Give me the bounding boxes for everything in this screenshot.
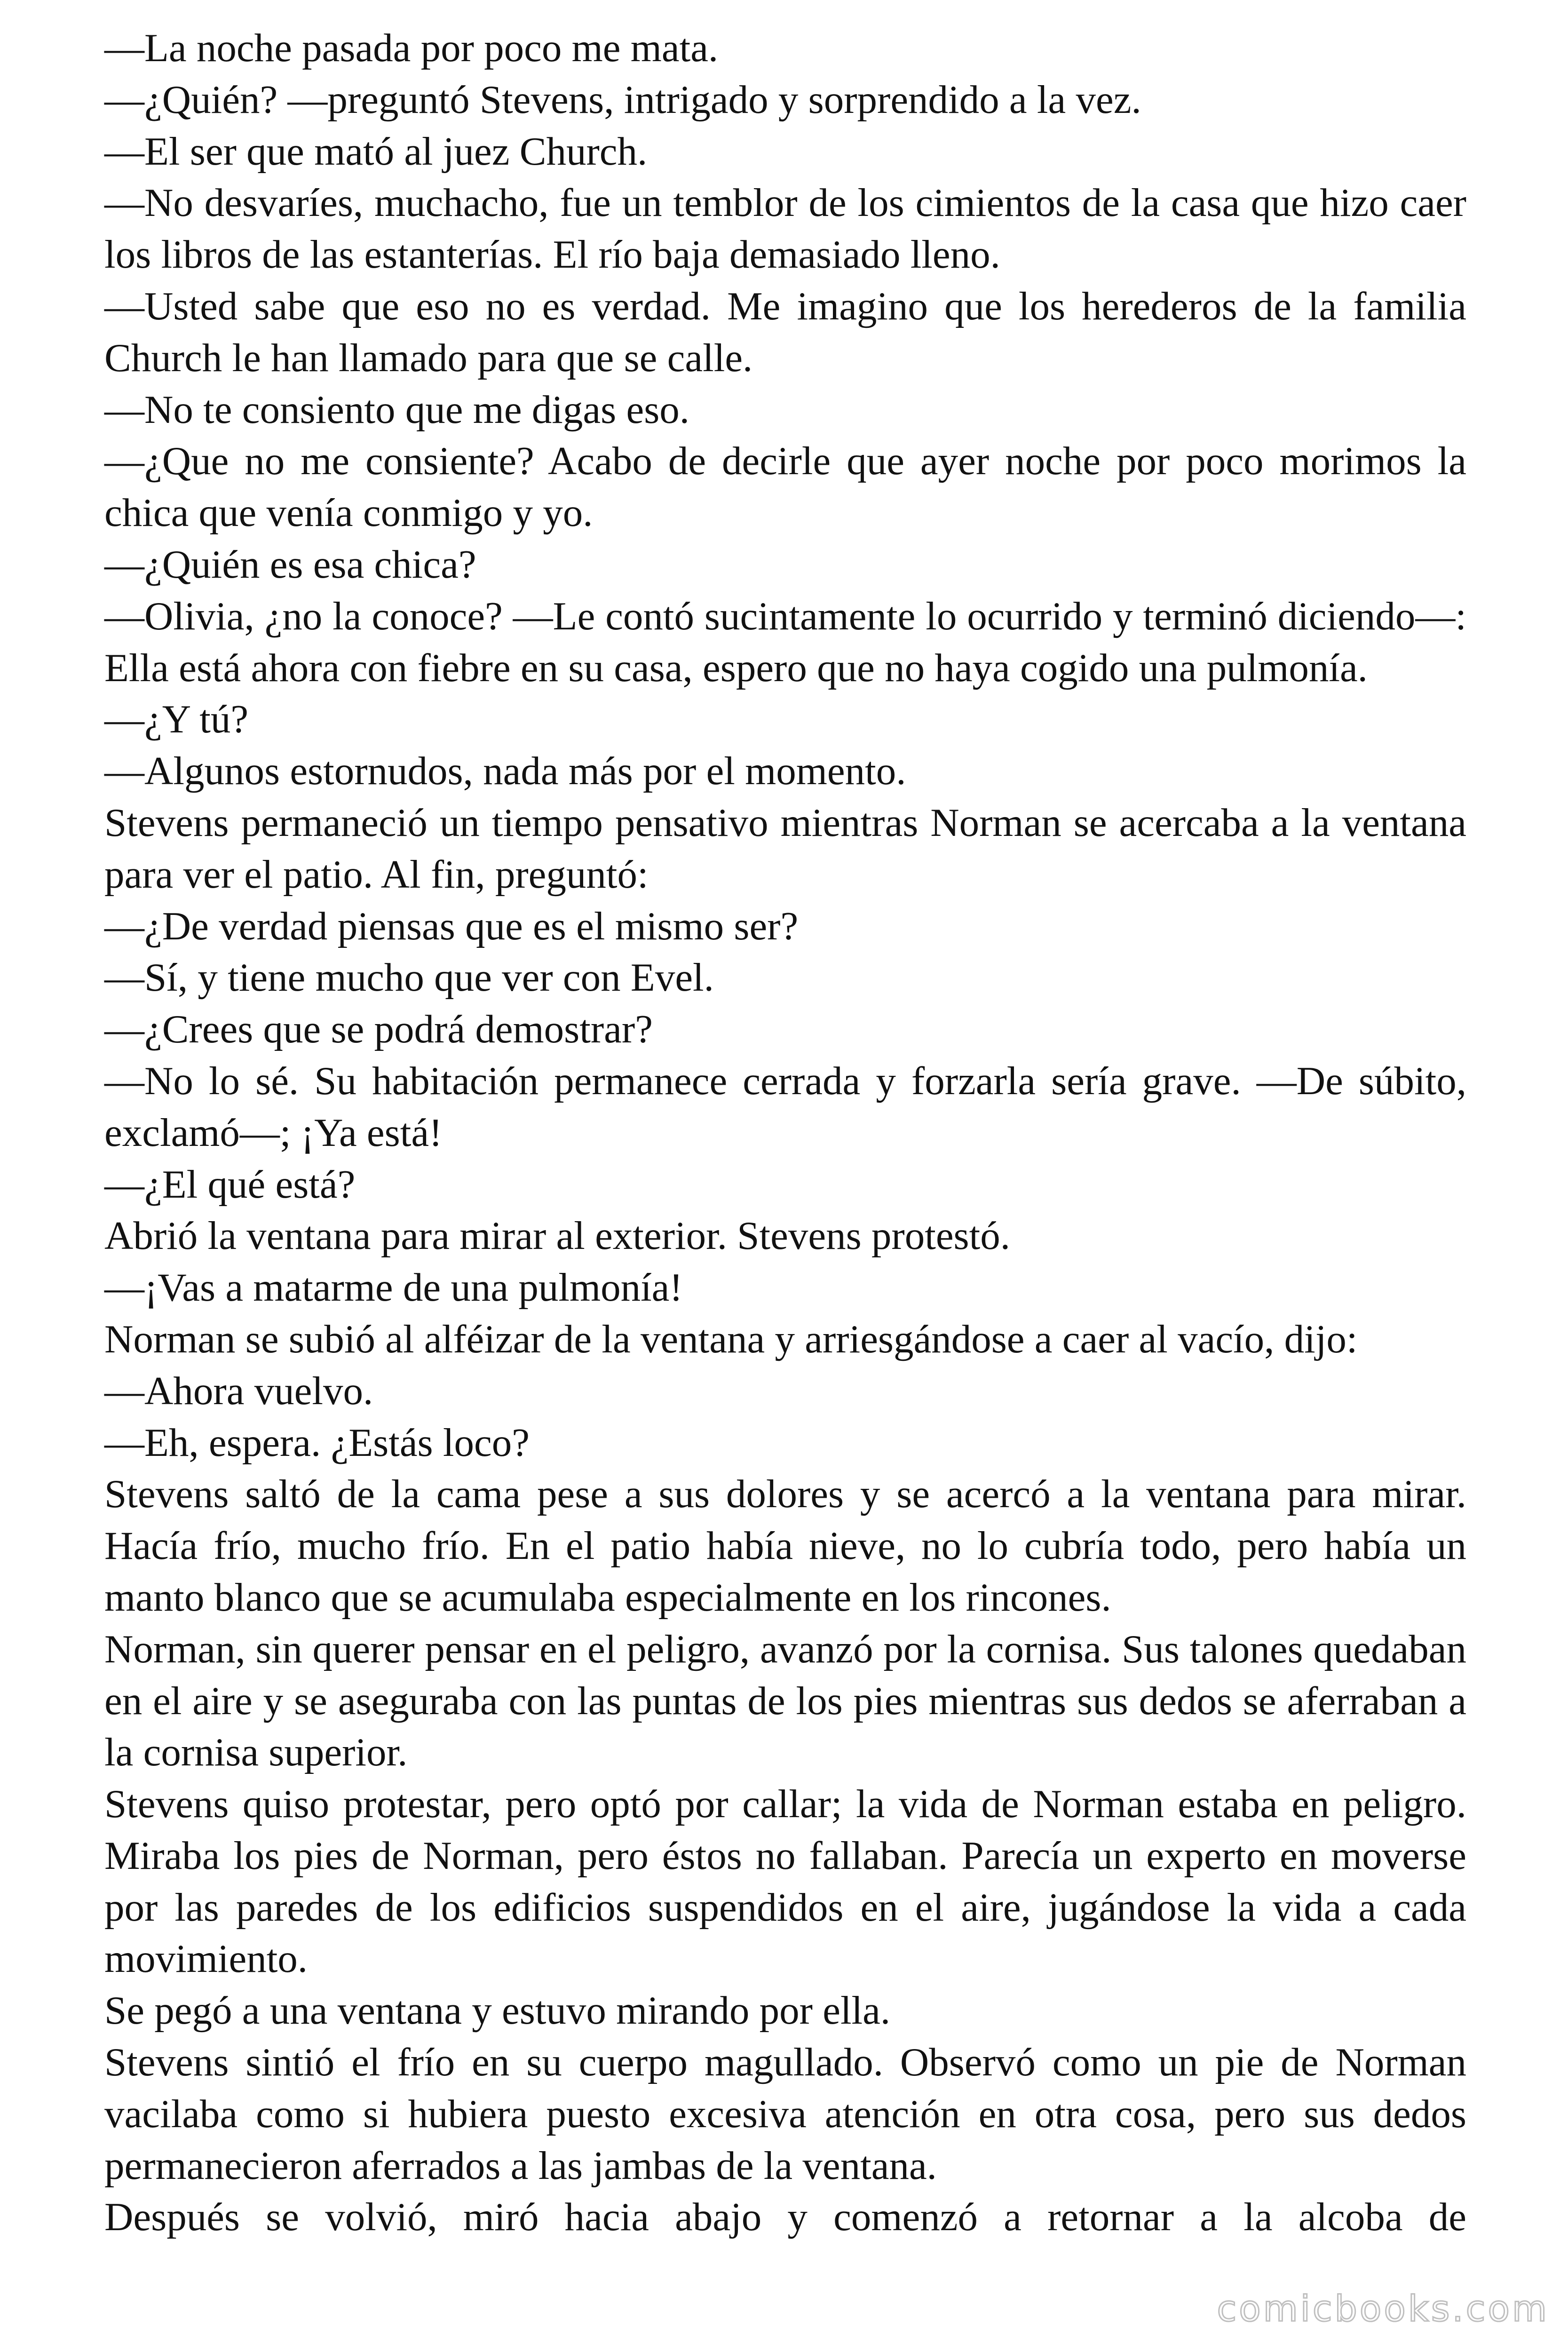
paragraph-25: Stevens quiso protestar, pero optó por callar; la vida de Norman estaba en peligro. Miraba los pies de Norman, pero éstos no fallaban. Parecía un experto en moverse por las paredes de los edificios suspendidos en el aire, jugándose la vida a cada movimiento.: [104, 1782, 1466, 1981]
paragraph-28: Después se volvió, miró hacia abajo y comenzó a retornar a la alcoba de: [104, 2195, 1466, 2240]
paragraph-13: —¿De verdad piensas que es el mismo ser?: [104, 904, 799, 948]
paragraph-1: —La noche pasada por poco me mata.: [104, 26, 719, 70]
paragraph-22: —Eh, espera. ¿Estás loco?: [104, 1420, 530, 1465]
paragraph-19: —¡Vas a matarme de una pulmonía!: [104, 1265, 683, 1310]
paragraph-6: —No te consiento que me digas eso.: [104, 387, 690, 432]
paragraph-8: —¿Quién es esa chica?: [104, 542, 476, 587]
paragraph-4: —No desvaríes, muchacho, fue un temblor de los cimientos de la casa que hizo caer los libros de las estanterías. El río baja demasiado lleno.: [104, 181, 1466, 277]
paragraph-17: —¿El qué está?: [104, 1162, 356, 1207]
paragraph-27: Stevens sintió el frío en su cuerpo magullado. Observó como un pie de Norman vacilaba como si hubiera puesto excesiva atención en otra cosa, pero sus dedos permanecieron aferrados a las jambas de la ventana.: [104, 2040, 1466, 2188]
paragraph-11: —Algunos estornudos, nada más por el momento.: [104, 749, 906, 794]
paragraph-12: Stevens permaneció un tiempo pensativo mientras Norman se acercaba a la ventana para ver el patio. Al fin, preguntó:: [104, 800, 1466, 897]
paragraph-10: —¿Y tú?: [104, 697, 249, 742]
paragraph-3: —El ser que mató al juez Church.: [104, 129, 648, 174]
watermark: comicbooks.com: [1217, 2288, 1549, 2329]
paragraph-7: —¿Que no me consiente? Acabo de decirle que ayer noche por poco morimos la chica que venía conmigo y yo.: [104, 439, 1466, 535]
page-body-text: [104, 23, 1466, 2243]
paragraph-5: —Usted sabe que eso no es verdad. Me imagino que los herederos de la familia Church le han llamado para que se calle.: [104, 284, 1466, 380]
paragraph-9: —Olivia, ¿no la conoce? —Le contó sucintamente lo ocurrido y terminó diciendo—: Ella está ahora con fiebre en su casa, espero que no haya cogido una pulmonía.: [104, 594, 1466, 690]
paragraph-2: —¿Quién? —preguntó Stevens, intrigado y sorprendido a la vez.: [104, 77, 1141, 122]
paragraph-14: —Sí, y tiene mucho que ver con Evel.: [104, 955, 714, 1000]
paragraph-15: —¿Crees que se podrá demostrar?: [104, 1007, 653, 1052]
paragraph-20: Norman se subió al alféizar de la ventana y arriesgándose a caer al vacío, dijo:: [104, 1317, 1358, 1361]
paragraph-21: —Ahora vuelvo.: [104, 1368, 373, 1413]
paragraph-18: Abrió la ventana para mirar al exterior. Stevens protestó.: [104, 1214, 1010, 1258]
paragraph-24: Norman, sin querer pensar en el peligro, avanzó por la cornisa. Sus talones quedaban en el aire y se aseguraba con las puntas de los pies mientras sus dedos se aferraban a la cornisa superior.: [104, 1627, 1466, 1775]
paragraph-26: Se pegó a una ventana y estuvo mirando por ella.: [104, 1988, 891, 2033]
paragraph-16: —No lo sé. Su habitación permanece cerrada y forzarla sería grave. —De súbito, exclamó—; ¡Ya está!: [104, 1058, 1466, 1155]
paragraph-23: Stevens saltó de la cama pese a sus dolores y se acercó a la ventana para mirar. Hacía frío, mucho frío. En el patio había nieve, no lo cubría todo, pero había un manto blanco que se acumulaba especialmente en los rincones.: [104, 1472, 1466, 1620]
